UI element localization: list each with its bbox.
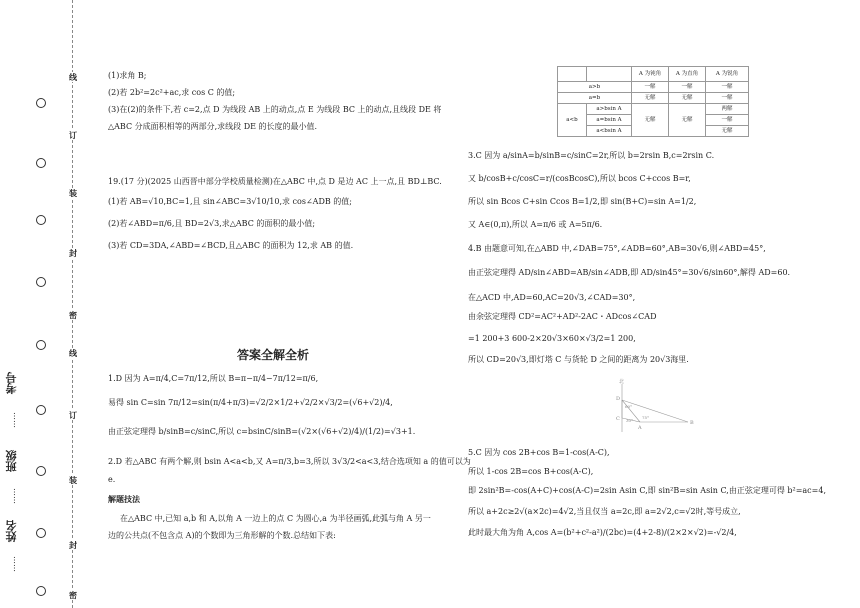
table-row <box>558 104 749 115</box>
method-title: 解题技法 <box>108 494 140 504</box>
method-line-1: 在△ABC 中,已知 a,b 和 A,以角 A 一边上的点 C 为圆心,a 为半径画弧,此弧与角 A 另一 <box>120 514 431 523</box>
answer-4-line-6: 所以 CD=20√3,即灯塔 C 与货轮 D 之间的距离为 20√3海里. <box>468 355 689 364</box>
answer-1-line-3: 由正弦定理得 b/sinB=c/sinC,所以 c=bsinC/sinB=(√2×(√6+√2)/4)/(1/2)=√3+1. <box>108 427 416 436</box>
q19-stem: 19.(17 分)(2025 山西晋中部分学校质量检测)在△ABC 中,点 D 是边 AC 上一点,且 BD⊥BC. <box>108 177 442 186</box>
point-b-label: B <box>690 420 694 426</box>
binding-hole <box>36 528 46 538</box>
binding-hole <box>36 340 46 350</box>
table-cell: 一解 <box>632 82 669 93</box>
q19-part-2: (2)若∠ABD=π/6,且 BD=2√3,求△ABC 的面积的最小值; <box>108 219 316 228</box>
binding-char: 密 <box>69 310 77 320</box>
binding-char: 线 <box>69 348 77 358</box>
binding-char: 订 <box>69 130 77 140</box>
table-cell: 一解 <box>706 93 749 104</box>
table-row <box>558 93 749 104</box>
answer-title: 答案全解全析 <box>237 348 310 362</box>
binding-char: 封 <box>69 540 77 550</box>
binding-dashed-line <box>72 0 73 608</box>
q19-part-1: (1)若 AB=√10,BC=1,且 sin∠ABC=3√10/10,求 cos∠ADB 的值; <box>108 197 352 206</box>
answer-5-line-3: 即 2sin²B=-cos(A+C)+cos(A-C)=2sin Asin C,即 sin²B=sin Asin C,由正弦定理可得 b²=ac=4, <box>468 486 826 495</box>
answer-5-line-4: 所以 a+2c≥2√(a×2c)=4√2,当且仅当 a=2c,即 a=2√2,c=√2时,等号成立, <box>468 507 741 516</box>
blank-line: …… <box>8 488 17 504</box>
binding-hole <box>36 158 46 168</box>
answer-3-line-2: 又 b/cosB+c/cosC=r/(cosBcosC),所以 bcos C+ccos B=r, <box>468 174 691 183</box>
angle-60-label: 60° <box>625 404 633 409</box>
q18-part-2: (2)若 2b²=2c²+ac,求 cos C 的值; <box>108 88 236 97</box>
table-cell: a<bsin A <box>587 126 632 137</box>
table-cell: a>b <box>558 82 632 93</box>
answer-3-line-3: 所以 sin Bcos C+sin Ccos B=1/2,即 sin(B+C)=sin A=1/2, <box>468 197 697 206</box>
table-cell: 一解 <box>706 82 749 93</box>
answer-2-line-2: e. <box>108 475 116 484</box>
q18-part-3: (3)在(2)的条件下,若 c=2,点 D 为线段 AB 上的动点,点 E 为线段 BC 上的动点,且线段 DE 将 <box>108 105 442 114</box>
binding-hole <box>36 405 46 415</box>
binding-hole <box>36 98 46 108</box>
answer-4-line-1: 4.B 由题意可知,在△ABD 中,∠DAB=75°,∠ADB=60°,AB=30√6,则∠ABD=45°, <box>468 244 766 253</box>
answer-4-line-4: 由余弦定理得 CD²=AC²+AD²-2AC・ADcos∠CAD <box>468 312 657 321</box>
answer-4-line-5: =1 200+3 600-2×20√3×60×√3/2=1 200, <box>468 334 636 343</box>
binding-hole <box>36 277 46 287</box>
binding-char: 装 <box>69 475 77 485</box>
name-label: 姓名 <box>5 520 18 542</box>
answer-3-line-1: 3.C 因为 a/sinA=b/sinB=c/sinC=2r,所以 b=2rsin B,c=2rsin C. <box>468 151 715 160</box>
blank-line: …… <box>8 412 17 428</box>
table-merged-cell: 无解 <box>669 104 706 137</box>
table-header-cell <box>587 67 632 82</box>
table-header-cell <box>558 67 587 82</box>
q18-part-3-cont: △ABC 分成面积相等的两部分,求线段 DE 的长度的最小值. <box>108 122 318 131</box>
table-group-cell: a<b <box>558 104 587 137</box>
binding-char: 装 <box>69 188 77 198</box>
table-cell: 两解 <box>706 104 749 115</box>
navigation-figure <box>610 378 700 438</box>
table-row <box>558 82 749 93</box>
north-label: 北 <box>619 379 625 385</box>
table-header-cell: A 为锐角 <box>706 67 749 82</box>
table-cell: 无解 <box>706 126 749 137</box>
answer-1-line-2: 易得 sin C=sin 7π/12=sin(π/4+π/3)=√2/2×1/2+√2/2×√3/2=(√6+√2)/4, <box>108 398 393 407</box>
answer-2-line-1: 2.D 若△ABC 有两个解,则 bsin A<a<b,又 A=π/3,b=3,所以 3√3/2<a<3,结合选项知 a 的值可以为 <box>108 457 471 466</box>
table-cell: 一解 <box>669 82 706 93</box>
exam-number-label: 考号 <box>5 372 18 394</box>
table-cell: a=b <box>558 93 632 104</box>
table-cell: 无解 <box>632 93 669 104</box>
table-header-cell: A 为钝角 <box>632 67 669 82</box>
binding-char: 订 <box>69 410 77 420</box>
table-header-cell: A 为直角 <box>669 67 706 82</box>
blank-line: …… <box>8 556 17 572</box>
table-cell: a>bsin A <box>587 104 632 115</box>
answer-5-line-2: 所以 1-cos 2B=cos B+cos(A-C), <box>468 467 594 476</box>
binding-char: 封 <box>69 248 77 258</box>
binding-hole <box>36 586 46 596</box>
answer-4-line-3: 在△ACD 中,AD=60,AC=20√3,∠CAD=30°, <box>468 293 636 302</box>
point-c-label: C <box>616 416 620 422</box>
table-cell: 一解 <box>706 115 749 126</box>
table-cell: 无解 <box>669 93 706 104</box>
binding-hole <box>36 215 46 225</box>
class-label: 班级 <box>5 450 18 472</box>
answer-5-line-1: 5.C 因为 cos 2B+cos B=1-cos(A-C), <box>468 448 610 457</box>
answer-1-line-1: 1.D 因为 A=π/4,C=7π/12,所以 B=π−π/4−7π/12=π/6, <box>108 374 319 383</box>
binding-char: 线 <box>69 72 77 82</box>
angle-75-label: 75° <box>642 415 650 420</box>
q18-part-1: (1)求角 B; <box>108 71 147 80</box>
point-d-label: D <box>616 396 621 402</box>
binding-hole <box>36 466 46 476</box>
angle-30-label: 30° <box>626 418 634 423</box>
table-cell: a=bsin A <box>587 115 632 126</box>
method-line-2: 边的公共点(不包含点 A)的个数即为三角形解的个数.总结如下表: <box>108 531 336 540</box>
binding-char: 密 <box>69 590 77 600</box>
table-header-row <box>558 67 749 82</box>
answer-3-line-4: 又 A∈(0,π),所以 A=π/6 或 A=5π/6. <box>468 220 603 229</box>
binding-strip <box>0 0 100 608</box>
solution-count-table <box>557 66 749 137</box>
table-merged-cell: 无解 <box>632 104 669 137</box>
answer-4-line-2: 由正弦定理得 AD/sin∠ABD=AB/sin∠ADB,即 AD/sin45°=30√6/sin60°,解得 AD=60. <box>468 268 791 277</box>
point-a-label: A <box>638 425 642 431</box>
q19-part-3: (3)若 CD=3DA,∠ABD=∠BCD,且△ABC 的面积为 12,求 AB 的值. <box>108 241 354 250</box>
answer-5-line-5: 此时最大角为角 A,cos A=(b²+c²-a²)/(2bc)=(4+2-8)/(2×2×√2)=-√2/4, <box>468 528 737 537</box>
